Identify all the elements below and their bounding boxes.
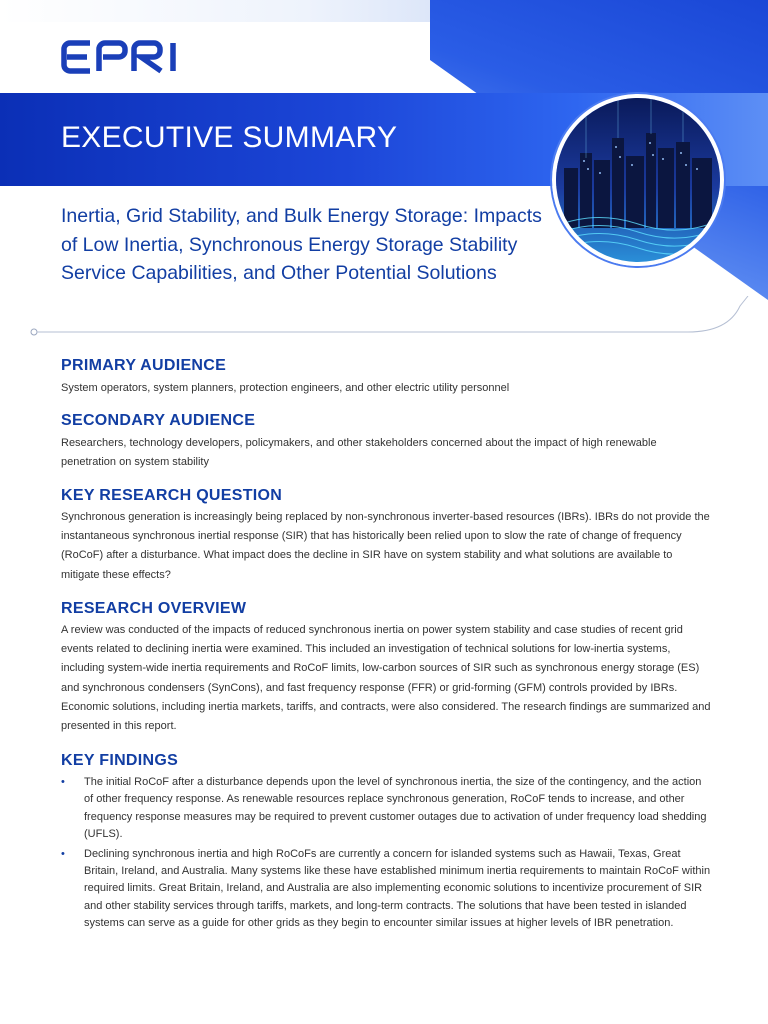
primary-audience-section xyxy=(61,357,711,398)
section-divider xyxy=(28,296,768,341)
finding-text: The initial RoCoF after a disturbance depends upon the level of synchronous inertia, the size of the contingency, and the action of other frequency response. As renewable resources replace synchronous generation, RoCoF tends to increase, and other frequency response measures may be required to prevent customer outages due to activation of under frequency load shedding (UFLS). xyxy=(84,776,707,841)
primary-audience-text: System operators, system planners, protection engineers, and other electric utility personnel xyxy=(61,382,510,394)
research-overview-section xyxy=(61,600,711,736)
key-research-question-text: Synchronous generation is increasingly being replaced by non-synchronous inverter-based resources (IBRs). IBRs do not provide the instantaneous synchronous inertial response (SIR) that has historically been relied upon to slow the rate of change of frequency (RoCoF) after a disturbance. What impact does the decline in SIR have on system stability and what solutions are available to mitigate these effects? xyxy=(61,511,710,581)
key-findings-list xyxy=(61,774,711,933)
bullet-icon: • xyxy=(61,847,65,860)
key-research-question-heading: KEY RESEARCH QUESTION xyxy=(61,487,283,504)
epri-logo xyxy=(61,40,199,74)
key-research-question-section xyxy=(61,487,711,585)
report-subtitle: Inertia, Grid Stability, and Bulk Energy Storage: Impacts of Low Inertia, Synchronous Energy Storage Stability Service Capabilities, and Other Potential Solutions xyxy=(61,205,542,284)
list-item xyxy=(61,774,711,844)
city-skyline-image xyxy=(552,94,724,266)
page-title: EXECUTIVE SUMMARY xyxy=(61,121,398,154)
research-overview-text: A review was conducted of the impacts of reduced synchronous inertia on power system stability and case studies of recent grid events related to declining inertia were examined. This included an investigation of technical solutions for low-inertia systems, including system-wide inertia requirements and RoCoF limits, low-carbon sources of SIR such as synchronous energy storage (ES) and synchronous condensers (SynCons), and fast frequency response (FFR) or grid-forming (GFM) controls provided by IBRs. Economic solutions, including inertia markets, tariffs, and contracts, were also considered. The research findings are summarized and presented in this report. xyxy=(61,624,711,733)
secondary-audience-section xyxy=(61,412,711,472)
list-item xyxy=(61,846,711,933)
secondary-audience-text: Researchers, technology developers, policymakers, and other stakeholders concerned about the impact of high renewable penetration on system stability xyxy=(61,437,657,469)
bullet-icon: • xyxy=(61,776,65,788)
finding-text: Declining synchronous inertia and high RoCoFs are currently a concern for islanded systems such as Hawaii, Texas, Great Britain, Ireland, and Australia. Many systems like these have established minimum inertia requirements to maintain RoCoF within required limits. Great Britain, Ireland, and Australia are also implementing economic solutions to incentivize procurement of SIR and other stability services through tariffs, markets, and long-term contracts. The solutions that have been tested in islanded systems can serve as a guide for other grids as they begin to encounter similar issues at higher levels of IBR penetration. xyxy=(84,847,711,930)
secondary-audience-heading: SECONDARY AUDIENCE xyxy=(61,412,256,429)
primary-audience-heading: PRIMARY AUDIENCE xyxy=(61,357,227,374)
key-findings-heading: KEY FINDINGS xyxy=(61,752,179,769)
research-overview-heading: RESEARCH OVERVIEW xyxy=(61,600,247,617)
key-findings-section xyxy=(61,752,711,935)
